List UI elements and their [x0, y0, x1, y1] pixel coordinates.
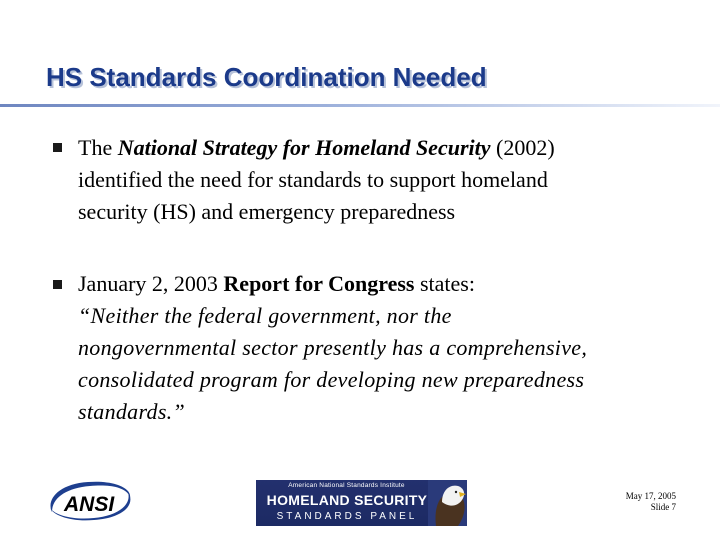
homeland-security-standards-panel-logo — [256, 480, 467, 526]
report-for-congress: Report for Congress — [223, 271, 415, 296]
bullet-2-line-1 — [78, 268, 688, 300]
ansi-logo — [44, 478, 136, 524]
bullet-item-1 — [78, 132, 688, 228]
slide-footer-info — [626, 491, 676, 513]
national-strategy-title: National Strategy for Homeland Security — [117, 135, 491, 160]
slide-title: HS Standards Coordination Needed — [46, 62, 487, 92]
bullet-1-line-2: identified the need for standards to support homeland — [78, 167, 548, 192]
bullet-item-2 — [78, 268, 688, 428]
bullet-2-states: states: — [414, 271, 475, 296]
eagle-icon — [428, 480, 467, 526]
slide-number: Slide 7 — [650, 502, 676, 512]
banner-standards-panel-text: STANDARDS PANEL — [276, 511, 418, 522]
bullet-marker-2 — [53, 280, 62, 289]
title-underline-rule — [0, 104, 720, 107]
banner-homeland-security-text: HOMELAND SECURITY — [266, 492, 428, 508]
svg-text:ANSI: ANSI — [64, 493, 115, 516]
presentation-date: May 17, 2005 — [625, 491, 676, 501]
bullet-1-line-3: security (HS) and emergency preparedness — [78, 199, 456, 224]
report-date: January 2, 2003 — [78, 271, 224, 296]
quote-line-2: nongovernmental sector presently has a comprehensive, — [78, 335, 588, 360]
banner-institute-text: American National Standards Institute — [288, 482, 405, 489]
bullet-1-year: (2002) — [490, 135, 555, 160]
quote-line-3: consolidated program for developing new preparedness — [78, 367, 585, 392]
bullet-1-prefix: The — [78, 135, 118, 160]
bullet-1-line-1 — [78, 132, 688, 164]
quote-line-1: “Neither the federal government, nor the — [78, 303, 452, 328]
quote-line-4: standards.” — [78, 399, 186, 424]
bullet-marker-1 — [53, 143, 62, 152]
